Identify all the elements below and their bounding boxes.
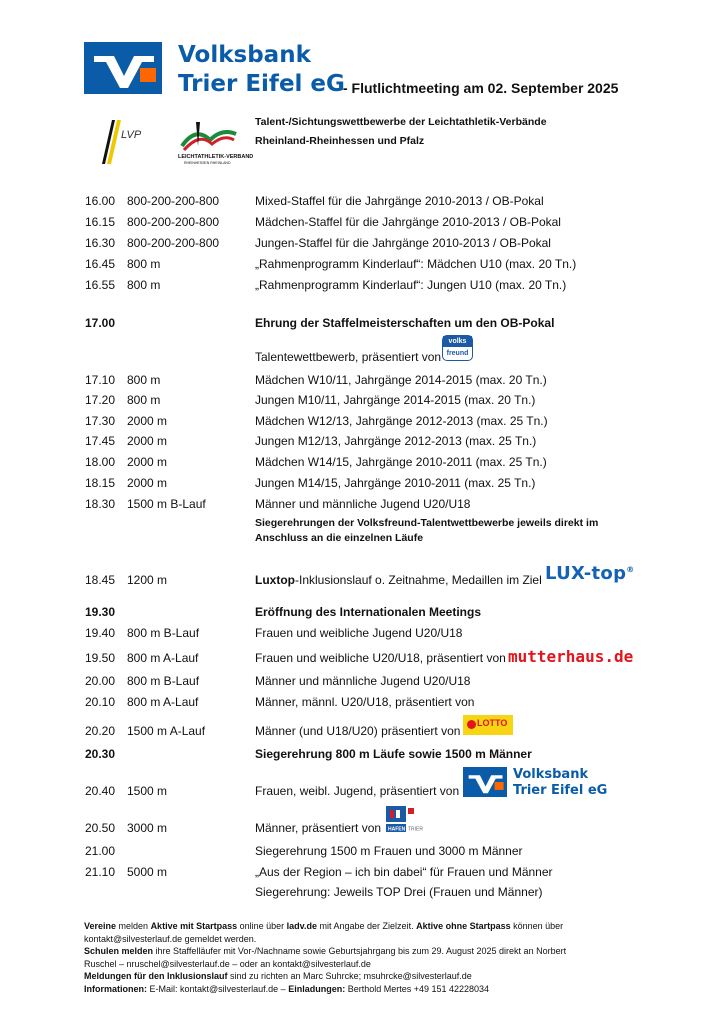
lvp-logo: [97, 118, 147, 170]
row-text: Männer, männl. U20/U18, präsentiert von: [255, 695, 475, 709]
row-text: „Rahmenprogramm Kinderlauf“: Mädchen U10 (max. 20 Tn.): [255, 257, 577, 271]
footer-text: E-Mail: kontakt@silvesterlauf.de –: [147, 983, 289, 994]
row-distance: 800 m: [127, 373, 161, 387]
row-distance: 800 m B-Lauf: [127, 674, 200, 688]
footer-text: online über: [237, 921, 287, 931]
row-time: 20.00: [85, 674, 116, 688]
subtitle-line1: Talent-/Sichtungswettbewerbe der Leichtathletik-Verbände: [255, 116, 547, 128]
lotto-ball-icon: [467, 720, 476, 729]
row-distance: 800 m B-Lauf: [127, 626, 200, 640]
svg-text:LEICHTATHLETIK-VERBAND: LEICHTATHLETIK-VERBAND: [178, 154, 254, 160]
footer-bold: Informationen:: [84, 983, 147, 994]
row-time: 19.30: [85, 605, 116, 619]
row-time: 16.55: [85, 278, 116, 292]
luxtop-registered-mark: ®: [626, 565, 635, 574]
row-text: Siegerehrung 1500 m Frauen und 3000 m Männer: [255, 844, 523, 858]
row-distance: 800 m: [127, 393, 161, 407]
row-time: 18.45: [85, 573, 116, 587]
footer-bold: Einladungen:: [288, 983, 346, 994]
row-time: 21.00: [85, 844, 116, 858]
row-distance: 1500 m B-Lauf: [127, 497, 206, 511]
row-time: 20.20: [85, 724, 116, 738]
footer-text: ihre Staffelläufer mit Vor-/Nachname sowie Geburtsjahrgang bis zum 29. August 2025 direkt an Norbert: [153, 946, 567, 956]
footer-bold: Vereine: [84, 921, 117, 931]
footer-text: Berthold Mertes +49 151 42228034: [345, 983, 490, 994]
row-text-rest: -Inklusionslauf o. Zeitnahme, Medaillen im Ziel: [295, 573, 542, 587]
volksfreund-logo-top: volks: [443, 336, 472, 347]
row-time: 17.00: [85, 316, 116, 330]
svg-text:TRIER: TRIER: [408, 826, 423, 833]
row-time: 18.30: [85, 497, 116, 511]
row-time: 19.40: [85, 626, 116, 640]
footer-bold: Meldungen für den Inklusionslauf: [84, 971, 228, 981]
row-text: Siegerehrung: Jeweils TOP Drei (Frauen und Männer): [255, 885, 543, 899]
row-time: 20.10: [85, 695, 116, 709]
event-title: - Flutlichtmeeting am 02. September 2025: [343, 80, 619, 96]
footer-line: [84, 983, 644, 996]
luxtop-logo: [545, 563, 635, 584]
footer-line: kontakt@silvesterlauf.de gemeldet werden.: [84, 933, 257, 944]
row-text: „Rahmenprogramm Kinderlauf“: Jungen U10 (max. 20 Tn.): [255, 278, 567, 292]
row-text: Frauen und weibliche Jugend U20/U18: [255, 626, 463, 640]
row-text: Männer und männliche Jugend U20/U18: [255, 674, 471, 688]
row-time: 17.30: [85, 414, 116, 428]
row-text: Jungen M10/11, Jahrgänge 2014-2015 (max. 20 Tn.): [255, 393, 536, 407]
footer-text: melden: [116, 921, 151, 931]
row-time: 16.00: [85, 194, 116, 208]
row-text: Frauen, weibl. Jugend, präsentiert von: [255, 784, 460, 798]
row-distance: 2000 m: [127, 434, 168, 448]
row-text: Frauen und weibliche U20/U18, präsentiert von: [255, 651, 506, 665]
row-distance: 2000 m: [127, 455, 168, 469]
row-text: Männer und männliche Jugend U20/U18: [255, 497, 471, 511]
row-time: 17.20: [85, 393, 116, 407]
row-distance: 800 m A-Lauf: [127, 695, 199, 709]
row-distance: 800-200-200-800: [127, 236, 220, 250]
subtitle-line2: Rheinland-Rheinhessen und Pfalz: [255, 135, 425, 147]
row-time: 19.50: [85, 651, 116, 665]
svg-text:HAFEN: HAFEN: [388, 826, 406, 833]
volksbank-sponsor-name-line2: Trier Eifel eG: [513, 783, 608, 798]
note-line1: Siegerehrungen der Volksfreund-Talentwettbewerbe jeweils direkt im: [255, 517, 599, 529]
lotto-logo: [463, 715, 513, 735]
row-text: Jungen M14/15, Jahrgänge 2010-2011 (max. 25 Tn.): [255, 476, 536, 490]
footer-bold: Aktive ohne Startpass: [416, 921, 511, 931]
row-text: Männer, präsentiert von: [255, 821, 382, 835]
row-distance: 1500 m A-Lauf: [127, 724, 206, 738]
row-distance: 1500 m: [127, 784, 168, 798]
row-text: Jungen-Staffel für die Jahrgänge 2010-2013 / OB-Pokal: [255, 236, 551, 250]
volksfreund-logo-bottom: freund: [446, 350, 469, 357]
luxtop-name: Luxtop: [255, 573, 295, 587]
row-text: Ehrung der Staffelmeisterschaften um den OB-Pokal: [255, 316, 555, 330]
row-time: 17.45: [85, 434, 116, 448]
footer-text: mit Angabe der Zielzeit.: [317, 921, 417, 931]
row-text: Mädchen W14/15, Jahrgänge 2010-2011 (max. 25 Tn.): [255, 455, 547, 469]
footer-line: [84, 970, 644, 983]
bank-name-line2: Trier Eifel eG: [178, 71, 345, 97]
volksbank-sponsor-name-line1: Volksbank: [513, 767, 589, 782]
row-text: „Aus der Region – ich bin dabei“ für Frauen und Männer: [255, 865, 553, 879]
note-line2: Anschluss an die einzelnen Läufe: [255, 532, 424, 544]
ceremony-note: [255, 516, 655, 546]
luxtop-logo-text: LUX-top: [545, 563, 627, 584]
row-distance: 3000 m: [127, 821, 168, 835]
row-time: 18.00: [85, 455, 116, 469]
row-distance: 2000 m: [127, 414, 168, 428]
bank-name-line1: Volksbank: [178, 42, 311, 68]
mutterhaus-logo: mutterhaus.de: [508, 647, 634, 666]
row-time: 20.40: [85, 784, 116, 798]
row-text: Jungen M12/13, Jahrgänge 2012-2013 (max. 25 Tn.): [255, 434, 537, 448]
row-text: Siegerehrung 800 m Läufe sowie 1500 m Männer: [255, 747, 532, 761]
row-time: 17.10: [85, 373, 116, 387]
row-time: 16.45: [85, 257, 116, 271]
row-text: [255, 573, 542, 587]
hafen-trier-logo: [384, 804, 430, 834]
footer-line: [84, 920, 644, 933]
row-time: 16.30: [85, 236, 116, 250]
footer-text: können über: [510, 921, 564, 931]
row-text: Mädchen W10/11, Jahrgänge 2014-2015 (max. 20 Tn.): [255, 373, 547, 387]
leichtathletik-verband-logo: [176, 118, 254, 166]
row-distance: 2000 m: [127, 476, 168, 490]
row-time: 20.50: [85, 821, 116, 835]
row-distance: 800-200-200-800: [127, 215, 220, 229]
footer: [84, 920, 644, 995]
footer-bold: Schulen melden: [84, 946, 154, 956]
row-text: Eröffnung des Internationalen Meetings: [255, 605, 482, 619]
row-text: Mädchen-Staffel für die Jahrgänge 2010-2013 / OB-Pokal: [255, 215, 561, 229]
row-time: 21.10: [85, 865, 116, 879]
volksbank-logo: [84, 42, 162, 94]
row-time: 18.15: [85, 476, 116, 490]
svg-text:LVP: LVP: [121, 129, 142, 141]
row-distance: 800 m: [127, 278, 161, 292]
row-text: Männer (und U18/U20) präsentiert von: [255, 724, 461, 738]
footer-text: sind zu richten an Marc Suhrcke; msuhrcke@silvesterlauf.de: [227, 971, 472, 981]
row-text: Mixed-Staffel für die Jahrgänge 2010-2013 / OB-Pokal: [255, 194, 544, 208]
footer-bold: Aktive mit Startpass: [150, 921, 238, 931]
row-time: 16.15: [85, 215, 116, 229]
row-time: 20.30: [85, 747, 116, 761]
row-distance: 800 m A-Lauf: [127, 651, 199, 665]
row-distance: 5000 m: [127, 865, 168, 879]
row-text: Mädchen W12/13, Jahrgänge 2012-2013 (max. 25 Tn.): [255, 414, 548, 428]
footer-line: [84, 945, 644, 958]
volksfreund-logo: [442, 335, 473, 361]
svg-text:RHEINHESSEN RHEINLAND: RHEINHESSEN RHEINLAND: [184, 161, 231, 165]
row-distance: 800-200-200-800: [127, 194, 220, 208]
lotto-logo-text: LOTTO: [477, 718, 508, 728]
row-distance: 800 m: [127, 257, 161, 271]
footer-line: Ruschel – nruschel@silvesterlauf.de – oder an kontakt@silvesterlauf.de: [84, 958, 371, 969]
volksbank-sponsor-logo: [463, 767, 507, 797]
row-text: Talentewettbewerb, präsentiert von: [255, 350, 442, 364]
ladv-link[interactable]: ladv.de: [286, 921, 318, 931]
row-distance: 1200 m: [127, 573, 168, 587]
